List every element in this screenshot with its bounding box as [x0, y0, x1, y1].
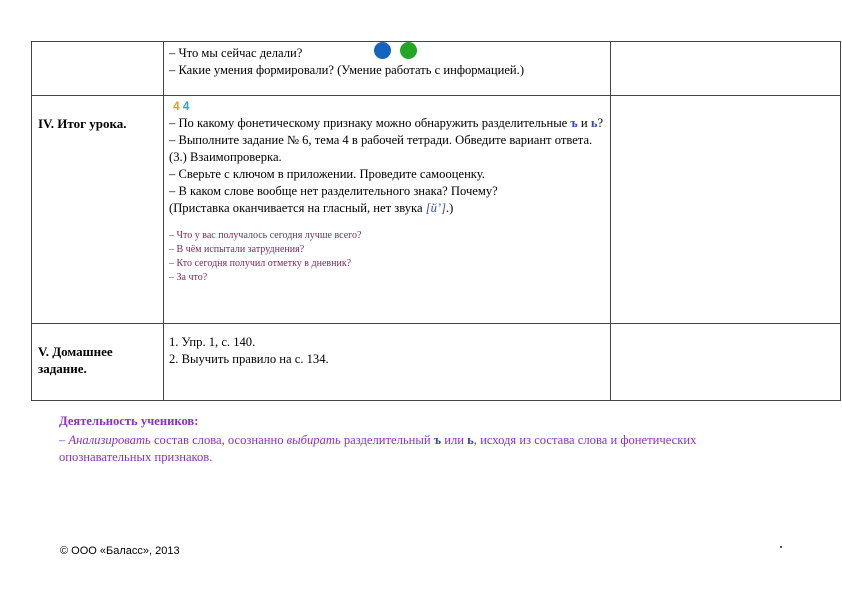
conjunction: и	[577, 116, 591, 130]
stage-label: V. Домашнее задание.	[38, 344, 113, 376]
content-line: – Что мы сейчас делали?	[169, 46, 303, 60]
content-block	[164, 96, 610, 285]
reflection-line: – В чём испытали затруднения?	[169, 244, 305, 255]
content-line: – В каком слове вообще нет разделительного знака? Почему?	[169, 184, 498, 198]
reflection-line: – За что?	[169, 272, 208, 283]
question-text: – По какому фонетическому признаку можно обнаружить разделительные	[169, 116, 571, 130]
copyright-footer: © ООО «Баласс», 2013	[60, 545, 180, 557]
homework-line: 2. Выучить правило на с. 134.	[169, 352, 329, 366]
activity-fragment: состав слова, осознанно	[150, 433, 287, 447]
activity-text	[59, 432, 789, 466]
table-row	[32, 96, 841, 324]
homework-line: 1. Упр. 1, с. 140.	[169, 335, 256, 349]
answer-end: .)	[446, 201, 454, 215]
reflection-line: – Кто сегодня получил отметку в дневник?	[169, 258, 352, 269]
activity-fragment: , исходя из состава слова и фонетических опознавательных признаков.	[59, 433, 697, 464]
activity-verb: Анализировать	[68, 433, 151, 447]
notes-cell	[611, 324, 841, 401]
number-orange: 4	[173, 99, 180, 113]
green-circle-icon	[400, 42, 417, 59]
activity-fragment: разделительный	[340, 433, 434, 447]
answer-line	[169, 200, 604, 217]
activity-fragment: или	[441, 433, 468, 447]
content-cell	[164, 324, 611, 401]
reflection-questions	[169, 229, 604, 285]
student-activity-block	[59, 413, 789, 466]
number-blue: 4	[182, 99, 190, 113]
table-row	[32, 42, 841, 96]
notes-cell	[611, 42, 841, 96]
content-line: – Выполните задание № 6, тема 4 в рабочей тетради. Обведите вариант ответа. (3.) Взаимопроверка.	[169, 133, 593, 164]
stage-label: IV. Итог урока.	[38, 116, 127, 131]
question-line	[169, 115, 604, 132]
page-dot	[780, 546, 782, 548]
stage-cell	[32, 42, 164, 96]
stage-cell	[32, 324, 164, 401]
table-row	[32, 324, 841, 401]
content-cell	[164, 96, 611, 324]
lesson-plan-table	[31, 41, 841, 401]
stage-label	[32, 42, 163, 61]
activity-dash: –	[59, 433, 69, 447]
notes-cell	[611, 96, 841, 324]
hard-sign-letter: ъ	[433, 433, 442, 447]
hard-sign-letter: ъ	[570, 116, 578, 130]
activity-verb: выбирать	[286, 433, 341, 447]
stage-cell	[32, 96, 164, 324]
exercise-numbers	[173, 99, 604, 113]
soft-sign-letter: ь	[467, 433, 474, 447]
reflection-line: – Что у вас получалось сегодня лучше всего?	[169, 230, 362, 241]
question-mark: ?	[597, 116, 604, 130]
content-block	[164, 324, 610, 368]
content-line: – Какие умения формировали? (Умение работать с информацией.)	[169, 63, 525, 77]
activity-heading: Деятельность учеников:	[59, 414, 199, 428]
sound-transcription: [й’]	[425, 201, 446, 215]
answer-text: (Приставка оканчивается на гласный, нет звука	[169, 201, 426, 215]
blue-circle-icon	[374, 42, 391, 59]
content-line: – Сверьте с ключом в приложении. Проведите самооценку.	[169, 167, 485, 181]
soft-sign-letter: ь	[590, 116, 598, 130]
